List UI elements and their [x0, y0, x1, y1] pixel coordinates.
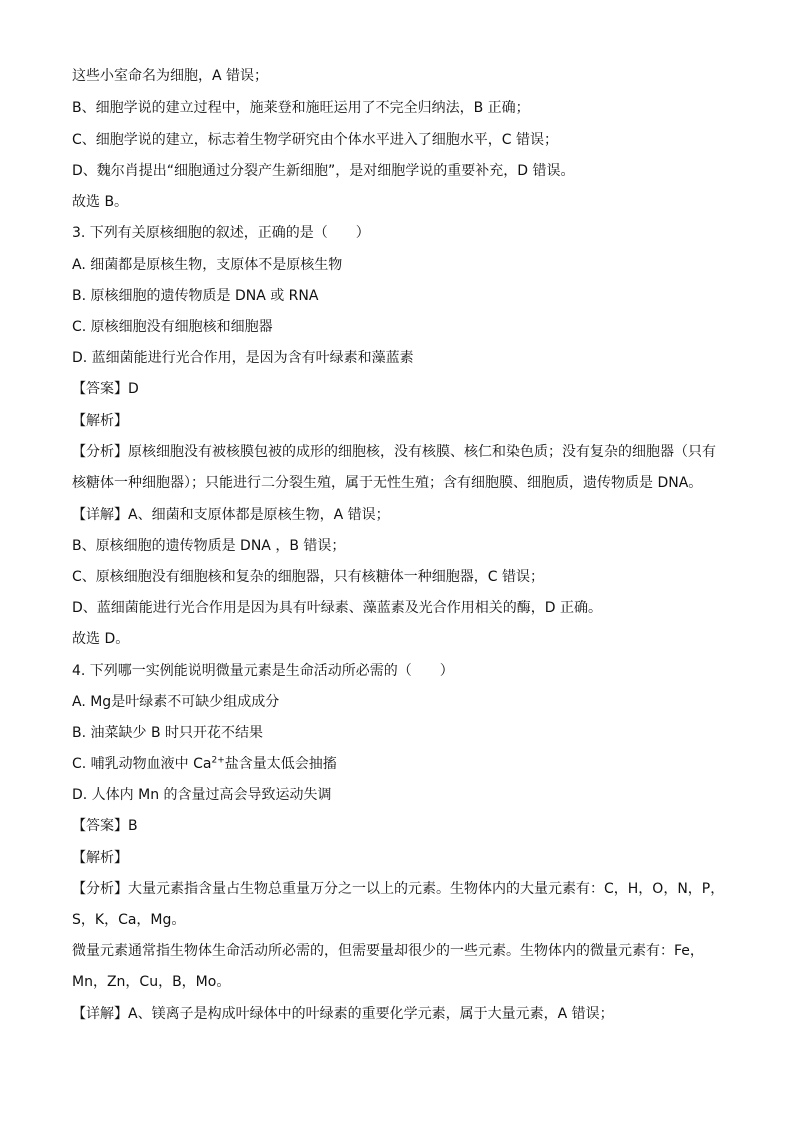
text-line: 故选 D。	[72, 631, 130, 647]
text-line: 【详解】A、细菌和支原体都是原核生物，A 错误；	[72, 507, 390, 523]
option-c: C. 原核细胞没有细胞核和细胞器	[72, 319, 273, 335]
text-line: 这些小室命名为细胞，A 错误；	[72, 68, 269, 84]
text-line: 核糖体一种细胞器）；只能进行二分裂生殖，属于无性生殖；含有细胞膜、细胞质，遗传物质是 DNA。	[72, 475, 703, 491]
option-d: D. 人体内 Mn 的含量过高会导致运动失调	[72, 787, 332, 803]
question-3: 3. 下列有关原核细胞的叙述，正确的是（ ）	[72, 225, 370, 241]
text-line: S，K，Ca，Mg。	[72, 912, 186, 928]
text-line: Mn，Zn，Cu，B，Mo。	[72, 974, 231, 990]
text-line: 【分析】原核细胞没有被核膜包被的成形的细胞核，没有核膜、核仁和染色质；没有复杂的细胞器（只有	[72, 444, 716, 460]
option-c	[72, 754, 752, 774]
analysis-label: 【解析】	[72, 850, 128, 866]
text-line: C、细胞学说的建立，标志着生物学研究由个体水平进入了细胞水平，C 错误；	[72, 132, 558, 148]
text-line: 故选 B。	[72, 194, 129, 210]
text-line: D、魏尔肖提出“细胞通过分裂产生新细胞”，是对细胞学说的重要补充，D 错误。	[72, 163, 575, 179]
option-d: D. 蓝细菌能进行光合作用，是因为含有叶绿素和藻蓝素	[72, 350, 414, 366]
text-line: B、细胞学说的建立过程中，施莱登和施旺运用了不完全归纳法，B 正确；	[72, 100, 530, 116]
answer-label: 【答案】D	[72, 381, 139, 397]
text-line: D、蓝细菌能进行光合作用是因为具有叶绿素、藻蓝素及光合作用相关的酶，D 正确。	[72, 600, 603, 616]
option-c-text: C. 哺乳动物血液中 Ca	[72, 756, 212, 772]
text-line: 【详解】A、镁离子是构成叶绿体中的叶绿素的重要化学元素，属于大量元素，A 错误；	[72, 1006, 614, 1022]
option-b: B. 油菜缺少 B 时只开花不结果	[72, 725, 264, 741]
option-a: A. 细菌都是原核生物，支原体不是原核生物	[72, 257, 343, 273]
answer-label: 【答案】B	[72, 818, 138, 834]
option-a: A. Mg是叶绿素不可缺少组成成分	[72, 694, 280, 710]
text-line: 微量元素通常指生物体生命活动所必需的，但需要量却很少的一些元素。生物体内的微量元素有：Fe，	[72, 943, 704, 959]
text-line: C、原核细胞没有细胞核和复杂的细胞器，只有核糖体一种细胞器，C 错误；	[72, 569, 544, 585]
option-b: B. 原核细胞的遗传物质是 DNA 或 RNA	[72, 288, 319, 304]
superscript-charge: 2+	[211, 755, 225, 766]
analysis-label: 【解析】	[72, 413, 128, 429]
text-line: 【分析】大量元素指含量占生物总重量万分之一以上的元素。生物体内的大量元素有：C，H，O，N，P，	[72, 881, 725, 897]
text-line: B、原核细胞的遗传物质是 DNA ，B 错误；	[72, 538, 346, 554]
option-c-text-end: 盐含量太低会抽搐	[224, 756, 337, 772]
question-4: 4. 下列哪一实例能说明微量元素是生命活动所必需的（ ）	[72, 663, 454, 679]
